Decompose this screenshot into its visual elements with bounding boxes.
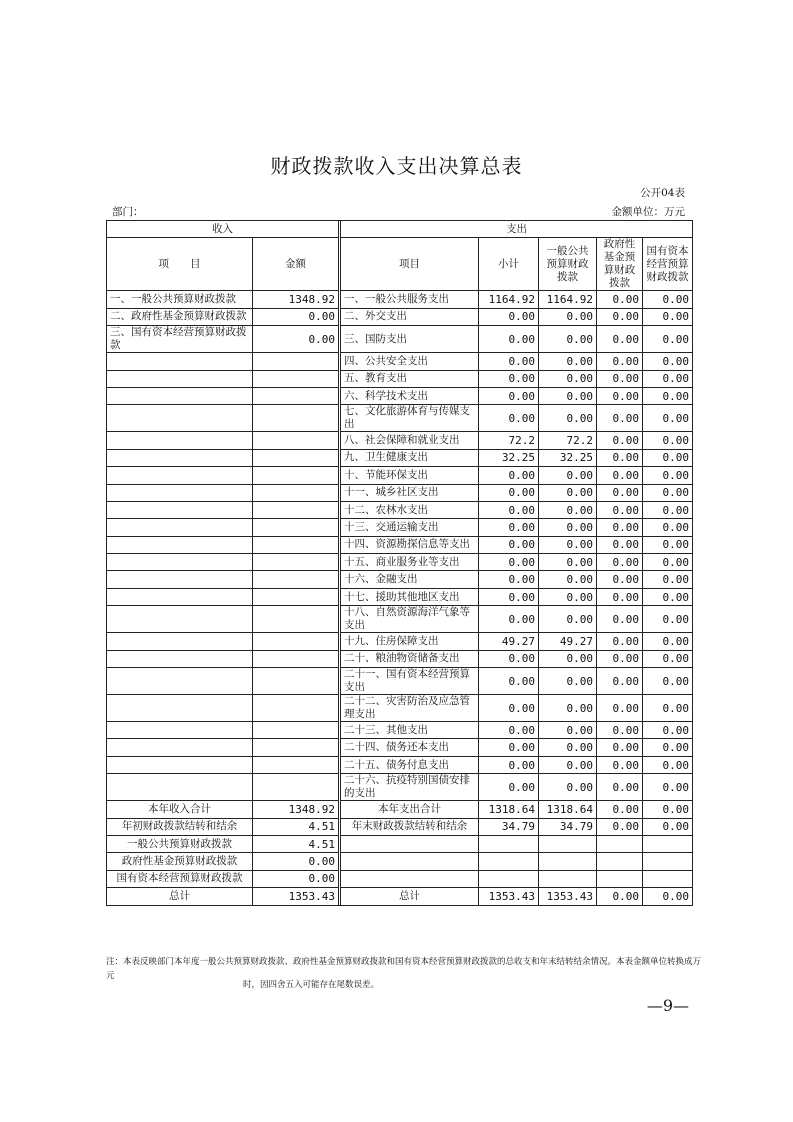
fund-budget-cell: 0.00: [597, 353, 643, 370]
subtotal-cell: 0.00: [479, 756, 539, 773]
income-header: 收入: [107, 221, 339, 238]
income-amount-cell: 0.00: [253, 326, 339, 353]
income-item-cell: [107, 739, 253, 756]
expense-item-cell: 六、科学技术支出: [341, 387, 479, 404]
table-row: [107, 308, 693, 325]
subtotal-cell: 0.00: [479, 467, 539, 484]
fund-budget-cell: 0.00: [597, 606, 643, 633]
table-row: [107, 449, 693, 466]
subtotal-cell: 0.00: [479, 722, 539, 739]
table-row: [107, 888, 693, 905]
soe-budget-cell: 0.00: [643, 571, 693, 588]
fund-budget-cell: 0.00: [597, 484, 643, 501]
general-budget-cell: 1318.64: [539, 801, 597, 818]
general-budget-cell: 0.00: [539, 606, 597, 633]
general-budget-cell: 0.00: [539, 668, 597, 695]
soe-budget-cell: 0.00: [643, 774, 693, 801]
col-header-amount: 金额: [253, 238, 339, 291]
income-item-cell: [107, 554, 253, 571]
general-budget-cell: 0.00: [539, 387, 597, 404]
income-amount-cell: [253, 353, 339, 370]
fund-budget-cell: 0.00: [597, 818, 643, 835]
income-item-cell: [107, 536, 253, 553]
footnote: 注：本表反映部门本年度一般公共预算财政拨款、政府性基金预算财政拨款和国有资本经营预算财政拨款的总收支和年末结转结余情况。本表金额单位转换成万元: [106, 957, 702, 981]
fund-budget-cell: 0.00: [597, 695, 643, 722]
subtotal-cell: [479, 853, 539, 870]
table-row: [107, 405, 693, 432]
table-row: [107, 756, 693, 773]
expense-item-cell: 七、文化旅游体育与传媒支出: [341, 405, 479, 432]
table-row: [107, 467, 693, 484]
soe-budget-cell: 0.00: [643, 536, 693, 553]
income-amount-cell: 0.00: [253, 853, 339, 870]
income-amount-cell: [253, 519, 339, 536]
income-item-cell: [107, 650, 253, 667]
fund-budget-cell: 0.00: [597, 756, 643, 773]
subtotal-cell: 32.25: [479, 449, 539, 466]
table-row: [107, 519, 693, 536]
income-item-cell: [107, 467, 253, 484]
soe-budget-cell: 0.00: [643, 432, 693, 449]
expense-item-cell: 十六、金融支出: [341, 571, 479, 588]
income-amount-cell: 4.51: [253, 818, 339, 835]
soe-budget-cell: 0.00: [643, 888, 693, 905]
general-budget-cell: 0.00: [539, 353, 597, 370]
income-item-cell: [107, 449, 253, 466]
table-row: [107, 571, 693, 588]
expense-item-cell: [341, 870, 479, 887]
fund-budget-cell: 0.00: [597, 387, 643, 404]
income-amount-cell: [253, 536, 339, 553]
subtotal-cell: 0.00: [479, 387, 539, 404]
income-item-cell: [107, 484, 253, 501]
expense-item-cell: 四、公共安全支出: [341, 353, 479, 370]
table-row: [107, 668, 693, 695]
income-item-cell: 二、政府性基金预算财政拨款: [107, 308, 253, 325]
income-amount-cell: 4.51: [253, 835, 339, 852]
col-header-soe: 国有资本经营预算财政拨款: [643, 238, 693, 291]
table-row: [107, 650, 693, 667]
general-budget-cell: 0.00: [539, 467, 597, 484]
general-budget-cell: 34.79: [539, 818, 597, 835]
page-title: 财政拨款收入支出决算总表: [270, 154, 523, 178]
income-amount-cell: 1353.43: [253, 888, 339, 905]
fund-budget-cell: [597, 835, 643, 852]
expense-item-cell: 十七、援助其他地区支出: [341, 588, 479, 605]
soe-budget-cell: [643, 870, 693, 887]
expense-item-cell: [341, 853, 479, 870]
soe-budget-cell: 0.00: [643, 739, 693, 756]
income-item-cell: [107, 774, 253, 801]
income-item-cell: 总计: [107, 888, 253, 905]
table-row: [107, 501, 693, 518]
form-number: 公开04表: [640, 187, 685, 199]
income-item-cell: [107, 519, 253, 536]
income-amount-cell: 0.00: [253, 870, 339, 887]
page-number: —9—: [646, 996, 689, 1015]
fund-budget-cell: 0.00: [597, 633, 643, 650]
expense-item-cell: 一、一般公共服务支出: [341, 291, 479, 308]
general-budget-cell: 0.00: [539, 756, 597, 773]
general-budget-cell: 0.00: [539, 588, 597, 605]
col-header-item: 项 目: [107, 238, 253, 291]
income-amount-cell: [253, 606, 339, 633]
expense-item-cell: 十九、住房保障支出: [341, 633, 479, 650]
income-amount-cell: [253, 722, 339, 739]
general-budget-cell: 0.00: [539, 519, 597, 536]
income-item-cell: [107, 588, 253, 605]
expense-item-cell: 二十二、灾害防治及应急管理支出: [341, 695, 479, 722]
general-budget-cell: 1164.92: [539, 291, 597, 308]
subtotal-cell: 0.00: [479, 405, 539, 432]
general-budget-cell: 72.2: [539, 432, 597, 449]
soe-budget-cell: 0.00: [643, 519, 693, 536]
income-item-cell: 年初财政拨款结转和结余: [107, 818, 253, 835]
general-budget-cell: 0.00: [539, 774, 597, 801]
general-budget-cell: 0.00: [539, 650, 597, 667]
general-budget-cell: 0.00: [539, 484, 597, 501]
subtotal-cell: 0.00: [479, 519, 539, 536]
table-row: [107, 432, 693, 449]
expense-item-cell: 八、社会保障和就业支出: [341, 432, 479, 449]
subtotal-cell: 0.00: [479, 650, 539, 667]
income-amount-cell: 1348.92: [253, 291, 339, 308]
subtotal-cell: 49.27: [479, 633, 539, 650]
income-item-cell: [107, 571, 253, 588]
expense-item-cell: [341, 835, 479, 852]
expense-item-cell: 十四、资源勘探信息等支出: [341, 536, 479, 553]
subtotal-cell: 0.00: [479, 484, 539, 501]
subtotal-cell: 72.2: [479, 432, 539, 449]
soe-budget-cell: 0.00: [643, 387, 693, 404]
fund-budget-cell: [597, 870, 643, 887]
soe-budget-cell: 0.00: [643, 756, 693, 773]
table-row: [107, 633, 693, 650]
soe-budget-cell: 0.00: [643, 326, 693, 353]
fund-budget-cell: 0.00: [597, 588, 643, 605]
expense-item-cell: 二十四、债务还本支出: [341, 739, 479, 756]
expense-item-cell: 二十三、其他支出: [341, 722, 479, 739]
table-row: [107, 370, 693, 387]
soe-budget-cell: 0.00: [643, 291, 693, 308]
col-header-exp-item: 项目: [341, 238, 479, 291]
soe-budget-cell: 0.00: [643, 695, 693, 722]
expense-item-cell: 三、国防支出: [341, 326, 479, 353]
income-amount-cell: [253, 405, 339, 432]
income-amount-cell: [253, 633, 339, 650]
income-item-cell: [107, 633, 253, 650]
table-row: [107, 291, 693, 308]
subtotal-cell: [479, 835, 539, 852]
income-amount-cell: [253, 756, 339, 773]
fund-budget-cell: 0.00: [597, 554, 643, 571]
general-budget-cell: 0.00: [539, 695, 597, 722]
fund-budget-cell: 0.00: [597, 432, 643, 449]
soe-budget-cell: 0.00: [643, 467, 693, 484]
general-budget-cell: 1353.43: [539, 888, 597, 905]
fund-budget-cell: 0.00: [597, 739, 643, 756]
general-budget-cell: 32.25: [539, 449, 597, 466]
income-item-cell: [107, 387, 253, 404]
income-item-cell: 国有资本经营预算财政拨款: [107, 870, 253, 887]
subtotal-cell: 0.00: [479, 739, 539, 756]
soe-budget-cell: 0.00: [643, 554, 693, 571]
income-amount-cell: [253, 432, 339, 449]
income-item-cell: 一般公共预算财政拨款: [107, 835, 253, 852]
table-row: [107, 326, 693, 353]
income-amount-cell: [253, 387, 339, 404]
soe-budget-cell: 0.00: [643, 501, 693, 518]
income-amount-cell: [253, 774, 339, 801]
table-row: [107, 353, 693, 370]
fund-budget-cell: 0.00: [597, 571, 643, 588]
general-budget-cell: 0.00: [539, 370, 597, 387]
general-budget-cell: 0.00: [539, 308, 597, 325]
expense-item-cell: 十二、农林水支出: [341, 501, 479, 518]
soe-budget-cell: [643, 835, 693, 852]
soe-budget-cell: 0.00: [643, 633, 693, 650]
expense-item-cell: 二十、粮油物资储备支出: [341, 650, 479, 667]
table-row: [107, 835, 693, 852]
general-budget-cell: [539, 870, 597, 887]
fund-budget-cell: 0.00: [597, 501, 643, 518]
subtotal-cell: 1164.92: [479, 291, 539, 308]
table-row: [107, 722, 693, 739]
fund-budget-cell: 0.00: [597, 668, 643, 695]
expense-item-cell: 二、外交支出: [341, 308, 479, 325]
income-amount-cell: [253, 449, 339, 466]
subtotal-cell: 0.00: [479, 606, 539, 633]
expense-item-cell: 十一、城乡社区支出: [341, 484, 479, 501]
subtotal-cell: 1353.43: [479, 888, 539, 905]
income-item-cell: 三、国有资本经营预算财政拨款: [107, 326, 253, 353]
income-amount-cell: 0.00: [253, 308, 339, 325]
general-budget-cell: 0.00: [539, 405, 597, 432]
table-row: [107, 818, 693, 835]
expense-item-cell: 五、教育支出: [341, 370, 479, 387]
table-row: [107, 554, 693, 571]
soe-budget-cell: 0.00: [643, 722, 693, 739]
expense-item-cell: 二十五、债务付息支出: [341, 756, 479, 773]
expense-item-cell: 二十六、抗疫特别国债安排的支出: [341, 774, 479, 801]
subtotal-cell: 34.79: [479, 818, 539, 835]
budget-table: [106, 220, 693, 906]
expense-item-cell: 二十一、国有资本经营预算支出: [341, 668, 479, 695]
unit-label: 金额单位：万元: [611, 206, 685, 218]
income-amount-cell: [253, 554, 339, 571]
soe-budget-cell: 0.00: [643, 650, 693, 667]
col-header-general: 一般公共预算财政拨款: [539, 238, 597, 291]
expense-item-cell: 十八、自然资源海洋气象等支出: [341, 606, 479, 633]
fund-budget-cell: 0.00: [597, 650, 643, 667]
fund-budget-cell: 0.00: [597, 774, 643, 801]
table-row: [107, 695, 693, 722]
table-row: [107, 387, 693, 404]
col-header-fund: 政府性基金预算财政拨款: [597, 238, 643, 291]
fund-budget-cell: 0.00: [597, 888, 643, 905]
expense-item-cell: 总计: [341, 888, 479, 905]
fund-budget-cell: 0.00: [597, 801, 643, 818]
income-item-cell: [107, 370, 253, 387]
soe-budget-cell: 0.00: [643, 405, 693, 432]
soe-budget-cell: 0.00: [643, 588, 693, 605]
soe-budget-cell: 0.00: [643, 801, 693, 818]
subtotal-cell: [479, 870, 539, 887]
table-row: [107, 853, 693, 870]
fund-budget-cell: 0.00: [597, 467, 643, 484]
fund-budget-cell: 0.00: [597, 291, 643, 308]
income-item-cell: [107, 405, 253, 432]
income-item-cell: [107, 695, 253, 722]
expense-item-cell: 十五、商业服务业等支出: [341, 554, 479, 571]
income-item-cell: [107, 432, 253, 449]
general-budget-cell: 0.00: [539, 571, 597, 588]
subtotal-cell: 0.00: [479, 571, 539, 588]
subtotal-cell: 0.00: [479, 536, 539, 553]
subtotal-cell: 0.00: [479, 353, 539, 370]
general-budget-cell: [539, 853, 597, 870]
fund-budget-cell: 0.00: [597, 405, 643, 432]
subtotal-cell: 0.00: [479, 695, 539, 722]
table-row: [107, 536, 693, 553]
general-budget-cell: [539, 835, 597, 852]
income-item-cell: [107, 756, 253, 773]
general-budget-cell: 0.00: [539, 739, 597, 756]
expense-item-cell: 十三、交通运输支出: [341, 519, 479, 536]
table-row: [107, 739, 693, 756]
fund-budget-cell: 0.00: [597, 308, 643, 325]
income-item-cell: [107, 501, 253, 518]
soe-budget-cell: 0.00: [643, 308, 693, 325]
table-row: [107, 774, 693, 801]
subtotal-cell: 0.00: [479, 326, 539, 353]
general-budget-cell: 0.00: [539, 326, 597, 353]
income-amount-cell: [253, 668, 339, 695]
income-amount-cell: [253, 467, 339, 484]
footnote-continued: 时，因四舍五入可能存在尾数误差。: [243, 980, 380, 990]
general-budget-cell: 0.00: [539, 536, 597, 553]
income-item-cell: 政府性基金预算财政拨款: [107, 853, 253, 870]
col-header-subtotal: 小计: [479, 238, 539, 291]
income-amount-cell: [253, 588, 339, 605]
fund-budget-cell: [597, 853, 643, 870]
department-label: 部门：: [112, 206, 144, 218]
soe-budget-cell: 0.00: [643, 606, 693, 633]
subtotal-cell: 0.00: [479, 554, 539, 571]
income-amount-cell: [253, 650, 339, 667]
soe-budget-cell: 0.00: [643, 449, 693, 466]
income-amount-cell: [253, 370, 339, 387]
expense-item-cell: 年末财政拨款结转和结余: [341, 818, 479, 835]
subtotal-cell: 1318.64: [479, 801, 539, 818]
table-row: [107, 588, 693, 605]
soe-budget-cell: 0.00: [643, 370, 693, 387]
soe-budget-cell: 0.00: [643, 668, 693, 695]
income-amount-cell: [253, 571, 339, 588]
table-row: [107, 484, 693, 501]
income-amount-cell: [253, 484, 339, 501]
fund-budget-cell: 0.00: [597, 326, 643, 353]
soe-budget-cell: [643, 853, 693, 870]
income-amount-cell: 1348.92: [253, 801, 339, 818]
subtotal-cell: 0.00: [479, 501, 539, 518]
subtotal-cell: 0.00: [479, 588, 539, 605]
soe-budget-cell: 0.00: [643, 818, 693, 835]
expense-item-cell: 十、节能环保支出: [341, 467, 479, 484]
subtotal-cell: 0.00: [479, 370, 539, 387]
income-item-cell: [107, 722, 253, 739]
general-budget-cell: 0.00: [539, 554, 597, 571]
income-item-cell: [107, 668, 253, 695]
fund-budget-cell: 0.00: [597, 449, 643, 466]
table-row: [107, 606, 693, 633]
table-row: [107, 801, 693, 818]
general-budget-cell: 0.00: [539, 501, 597, 518]
soe-budget-cell: 0.00: [643, 484, 693, 501]
expense-header: 支出: [341, 221, 693, 238]
subtotal-cell: 0.00: [479, 308, 539, 325]
income-amount-cell: [253, 501, 339, 518]
subtotal-cell: 0.00: [479, 668, 539, 695]
subtotal-cell: 0.00: [479, 774, 539, 801]
fund-budget-cell: 0.00: [597, 722, 643, 739]
income-item-cell: 本年收入合计: [107, 801, 253, 818]
general-budget-cell: 0.00: [539, 722, 597, 739]
expense-item-cell: 九、卫生健康支出: [341, 449, 479, 466]
general-budget-cell: 49.27: [539, 633, 597, 650]
income-item-cell: 一、一般公共预算财政拨款: [107, 291, 253, 308]
income-item-cell: [107, 353, 253, 370]
table-row: [107, 870, 693, 887]
fund-budget-cell: 0.00: [597, 370, 643, 387]
income-item-cell: [107, 606, 253, 633]
fund-budget-cell: 0.00: [597, 536, 643, 553]
expense-item-cell: 本年支出合计: [341, 801, 479, 818]
fund-budget-cell: 0.00: [597, 519, 643, 536]
income-amount-cell: [253, 739, 339, 756]
income-amount-cell: [253, 695, 339, 722]
soe-budget-cell: 0.00: [643, 353, 693, 370]
